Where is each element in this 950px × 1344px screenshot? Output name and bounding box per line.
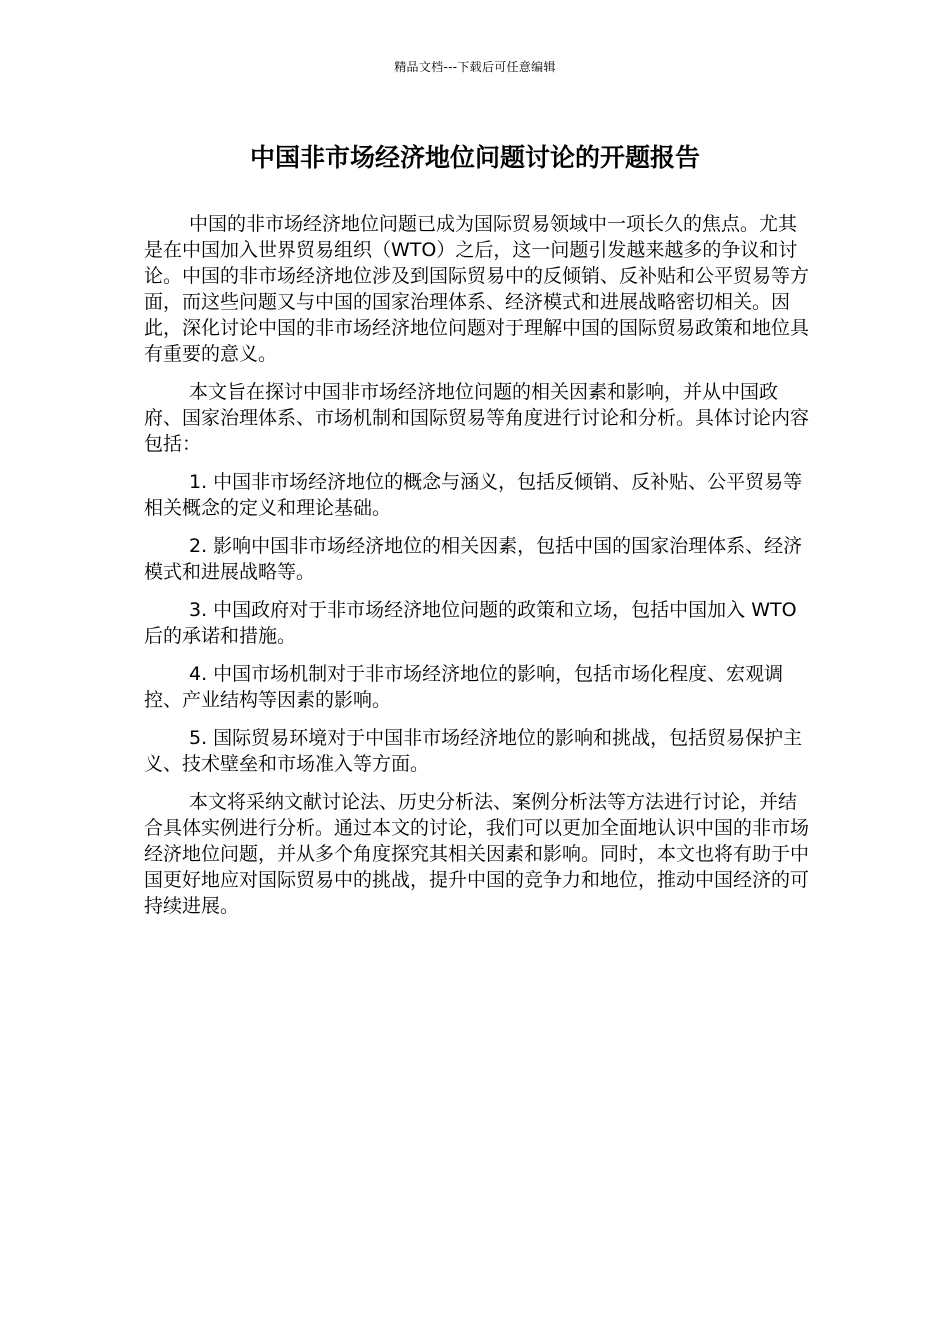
list-item-2: 2. 影响中国非市场经济地位的相关因素，包括中国的国家治理体系、经济模式和进展战略等。 xyxy=(144,535,803,583)
list-item-1: 1. 中国非市场经济地位的概念与涵义，包括反倾销、反补贴、公平贸易等相关概念的定义和理论基础。 xyxy=(144,471,803,519)
header-note: 精品文档---下载后可任意编辑 xyxy=(394,60,556,74)
paragraph-purpose: 本文旨在探讨中国非市场经济地位问题的相关因素和影响，并从中国政府、国家治理体系、市场机制和国际贸易等角度进行讨论和分析。具体讨论内容包括： xyxy=(144,381,810,455)
document-body xyxy=(144,211,812,931)
list-item-4: 4. 中国市场机制对于非市场经济地位的影响，包括市场化程度、宏观调控、产业结构等因素的影响。 xyxy=(144,663,784,711)
paragraph-intro: 中国的非市场经济地位问题已成为国际贸易领域中一项长久的焦点。尤其是在中国加入世界贸易组织（WTO）之后，这一问题引发越来越多的争议和讨论。中国的非市场经济地位涉及到国际贸易中的反倾销、反补贴和公平贸易等方面，而这些问题又与中国的国家治理体系、经济模式和进展战略密切相关。因此，深化讨论中国的非市场经济地位问题对于理解中国的国际贸易政策和地位具有重要的意义。 xyxy=(144,213,810,365)
document-title: 中国非市场经济地位问题讨论的开题报告 xyxy=(249,143,700,172)
list-item-5: 5. 国际贸易环境对于中国非市场经济地位的影响和挑战，包括贸易保护主义、技术壁垒和市场准入等方面。 xyxy=(144,727,803,775)
list-item-3: 3. 中国政府对于非市场经济地位问题的政策和立场，包括中国加入 WTO 后的承诺和措施。 xyxy=(144,599,797,647)
paragraph-methods: 本文将采纳文献讨论法、历史分析法、案例分析法等方法进行讨论，并结合具体实例进行分析。通过本文的讨论，我们可以更加全面地认识中国的非市场经济地位问题，并从多个角度探究其相关因素和影响。同时，本文也将有助于中国更好地应对国际贸易中的挑战，提升中国的竞争力和地位，推动中国经济的可持续进展。 xyxy=(144,791,810,917)
